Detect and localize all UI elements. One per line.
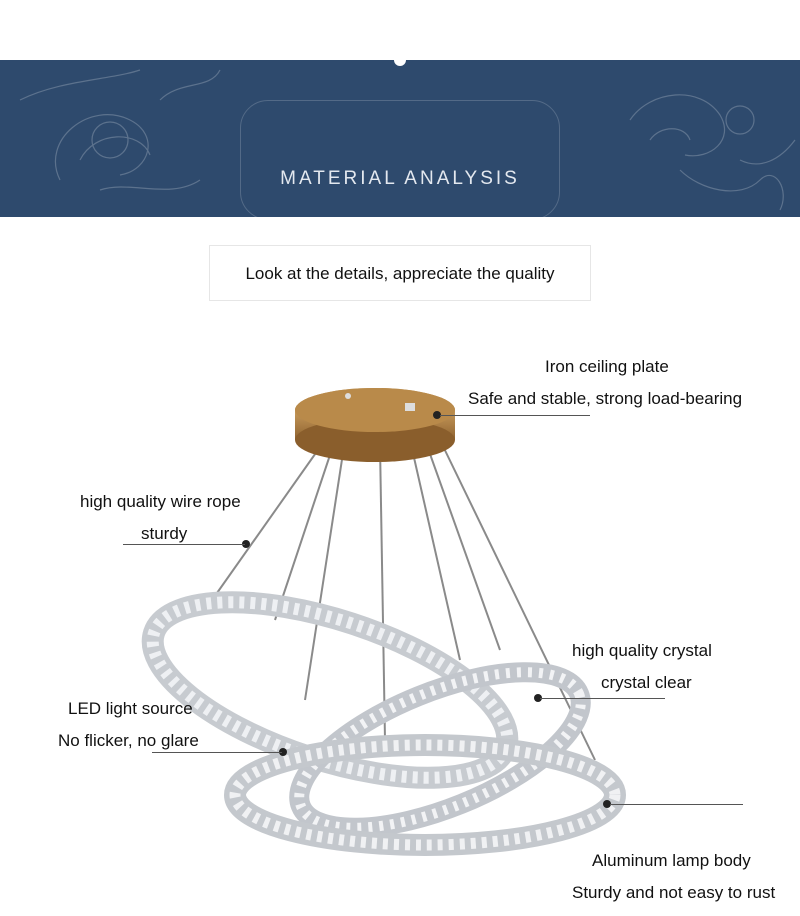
callout-line-wire-rope — [123, 544, 245, 545]
light-source-title: LED light source — [68, 699, 193, 718]
lamp-body-title: Aluminum lamp body — [592, 851, 751, 870]
wire-rope-desc: sturdy — [141, 524, 188, 543]
lamp-body-desc: Sturdy and not easy to rust — [572, 883, 776, 902]
ceiling-plate-title: Iron ceiling plate — [545, 357, 669, 376]
callout-line-ceiling-plate — [440, 415, 590, 416]
crystal-title: high quality crystal — [572, 641, 712, 660]
crystal-rings — [132, 566, 615, 860]
callout-line-lamp-body — [610, 804, 743, 805]
callout-line-crystal — [540, 698, 665, 699]
light-source-desc: No flicker, no glare — [58, 731, 199, 750]
ceiling-plate-icon — [295, 388, 455, 462]
banner-dot — [394, 54, 406, 66]
wire-rope-title: high quality wire rope — [80, 492, 241, 511]
page-title: MATERIAL ANALYSIS — [280, 168, 520, 189]
crystal-desc: crystal clear — [601, 673, 692, 692]
ceiling-plate-desc: Safe and stable, strong load-bearing — [468, 389, 743, 408]
subtitle-box: Look at the details, appreciate the quality — [209, 245, 591, 301]
callout-line-light-source — [152, 752, 282, 753]
